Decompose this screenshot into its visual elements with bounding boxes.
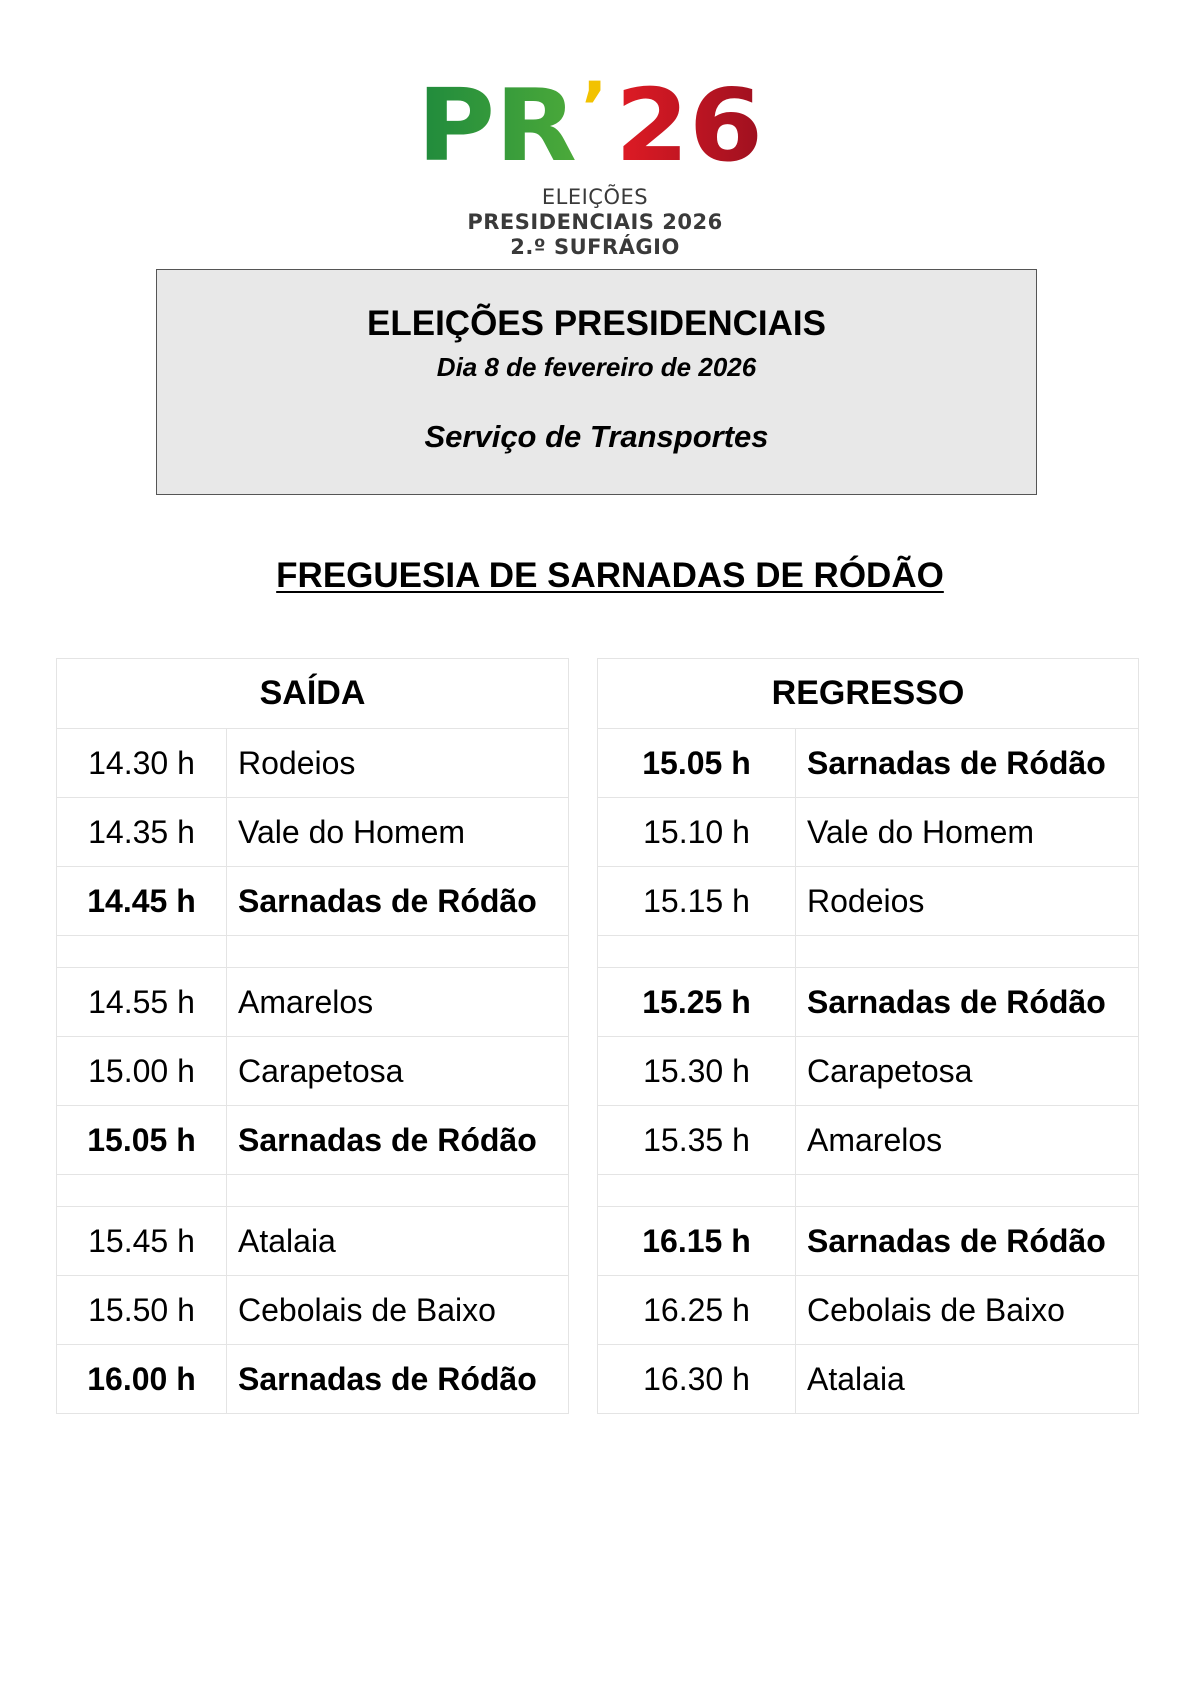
schedule-place: Sarnadas de Ródão	[227, 867, 569, 936]
schedule-time: 15.15 h	[598, 867, 796, 936]
schedule-row	[57, 1175, 569, 1207]
schedule-time: 15.50 h	[57, 1276, 227, 1345]
schedule-row	[57, 1345, 569, 1414]
logo-year-text: 26	[615, 70, 763, 170]
schedule-time: 15.45 h	[57, 1207, 227, 1276]
schedule-row	[598, 936, 1139, 968]
freguesia-title	[0, 556, 1190, 596]
schedule-time	[598, 936, 796, 968]
header-date: Dia 8 de fevereiro de 2026	[436, 352, 757, 382]
saida-heading: SAÍDA	[57, 659, 569, 729]
schedule-place: Rodeios	[796, 867, 1139, 936]
header-box	[156, 269, 1037, 495]
schedule-row	[598, 968, 1139, 1037]
schedule-row	[598, 1207, 1139, 1276]
schedule-time: 16.25 h	[598, 1276, 796, 1345]
schedule-row	[598, 729, 1139, 798]
schedule-time: 14.35 h	[57, 798, 227, 867]
schedule-time: 15.05 h	[57, 1106, 227, 1175]
schedule-place: Sarnadas de Ródão	[796, 968, 1139, 1037]
header-title: ELEIÇÕES PRESIDENCIAIS	[367, 304, 826, 343]
schedule-row	[57, 1037, 569, 1106]
schedule-row	[57, 1106, 569, 1175]
schedule-place: Vale do Homem	[227, 798, 569, 867]
schedule-place	[227, 936, 569, 968]
schedule-place: Sarnadas de Ródão	[796, 729, 1139, 798]
regresso-heading: REGRESSO	[598, 659, 1139, 729]
election-logo	[0, 70, 1190, 260]
schedule-time: 14.30 h	[57, 729, 227, 798]
schedule-time: 15.05 h	[598, 729, 796, 798]
saida-header-row	[57, 659, 569, 729]
schedule-place: Carapetosa	[796, 1037, 1139, 1106]
schedule-place: Cebolais de Baixo	[227, 1276, 569, 1345]
schedule-time: 15.10 h	[598, 798, 796, 867]
header-service: Serviço de Transportes	[424, 419, 769, 454]
schedule-row	[57, 798, 569, 867]
freguesia-title-text: FREGUESIA DE SARNADAS DE RÓDÃO	[276, 556, 944, 595]
schedule-time: 14.45 h	[57, 867, 227, 936]
regresso-table	[597, 658, 1139, 1414]
schedule-time: 16.30 h	[598, 1345, 796, 1414]
schedule-row	[598, 1175, 1139, 1207]
schedule-time: 16.00 h	[57, 1345, 227, 1414]
schedule-place: Atalaia	[227, 1207, 569, 1276]
schedule-row	[57, 867, 569, 936]
schedule-place: Atalaia	[796, 1345, 1139, 1414]
logo-line-presidenciais: PRESIDENCIAIS 2026	[467, 210, 723, 234]
schedule-time: 16.15 h	[598, 1207, 796, 1276]
schedule-place	[227, 1175, 569, 1207]
schedule-row	[57, 1207, 569, 1276]
saida-table	[56, 658, 569, 1414]
pr26-logo-mark	[415, 70, 775, 170]
schedule-time	[57, 1175, 227, 1207]
schedule-place: Rodeios	[227, 729, 569, 798]
schedule-place	[796, 936, 1139, 968]
schedule-place: Sarnadas de Ródão	[796, 1207, 1139, 1276]
schedule-row	[598, 1276, 1139, 1345]
schedule-time: 15.25 h	[598, 968, 796, 1037]
schedule-time: 15.00 h	[57, 1037, 227, 1106]
schedule-place: Amarelos	[227, 968, 569, 1037]
schedule-time: 15.35 h	[598, 1106, 796, 1175]
logo-line-eleicoes: ELEIÇÕES	[541, 185, 649, 209]
schedule-row	[598, 1106, 1139, 1175]
schedule-time	[57, 936, 227, 968]
schedule-row	[57, 729, 569, 798]
schedule-place: Vale do Homem	[796, 798, 1139, 867]
schedule-row	[598, 1345, 1139, 1414]
logo-apostrophe-text: ’	[581, 70, 608, 149]
schedule-place: Carapetosa	[227, 1037, 569, 1106]
schedule-row	[57, 936, 569, 968]
regresso-header-row	[598, 659, 1139, 729]
schedule-time: 14.55 h	[57, 968, 227, 1037]
schedule-place: Sarnadas de Ródão	[227, 1345, 569, 1414]
schedule-place: Sarnadas de Ródão	[227, 1106, 569, 1175]
schedule-time: 15.30 h	[598, 1037, 796, 1106]
schedule-row	[57, 1276, 569, 1345]
logo-pr-text: PR	[417, 70, 577, 170]
schedule-place: Amarelos	[796, 1106, 1139, 1175]
schedule-row	[598, 798, 1139, 867]
schedule-time	[598, 1175, 796, 1207]
schedule-place	[796, 1175, 1139, 1207]
schedule-row	[598, 1037, 1139, 1106]
schedule-place: Cebolais de Baixo	[796, 1276, 1139, 1345]
schedule-row	[598, 867, 1139, 936]
logo-line-sufragio: 2.º SUFRÁGIO	[510, 235, 680, 259]
schedule-row	[57, 968, 569, 1037]
